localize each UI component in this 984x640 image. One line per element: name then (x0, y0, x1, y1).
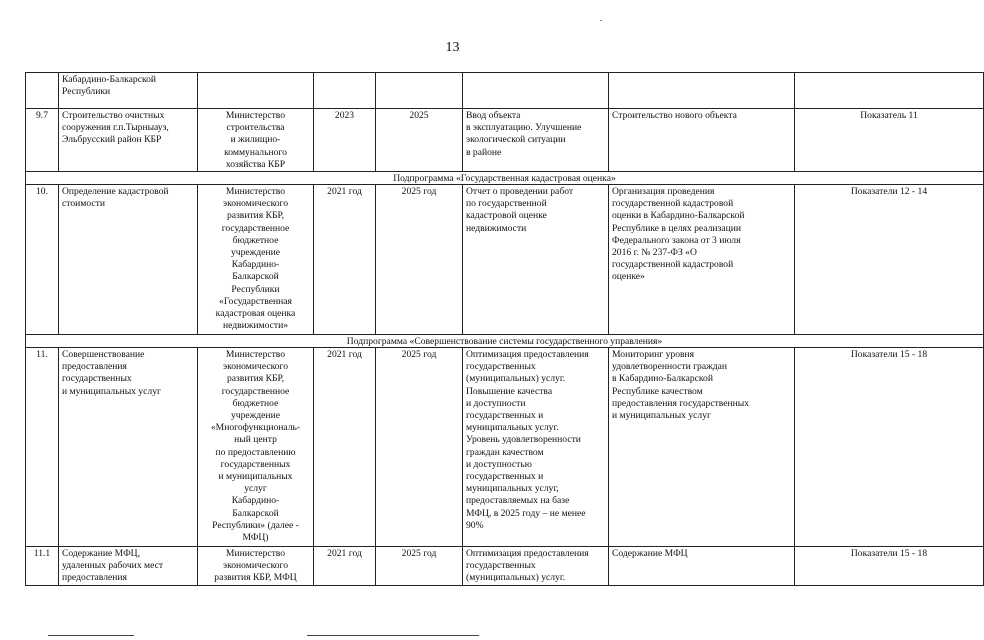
end-year (376, 73, 463, 109)
expected-result (463, 73, 609, 109)
link-description: Строительство нового объекта (609, 109, 795, 172)
table-row (26, 73, 984, 109)
link-description: Мониторинг уровня удовлетворенности граждан в Кабардино-Балкарской Республике качеством предоставления государственных и муниципальных услуг (609, 348, 795, 547)
start-year: 2023 (314, 109, 376, 172)
executor: Министерство строительства и жилищно- коммунального хозяйства КБР (198, 109, 314, 172)
subprogram-row (26, 172, 984, 185)
executor: Министерство экономического развития КБР, государственное бюджетное учреждение Кабардино- Балкарской Республики «Государственная кадастровая оценка недвижимости» (198, 185, 314, 335)
program-table (25, 72, 984, 586)
link-description (609, 73, 795, 109)
expected-result: Ввод объекта в эксплуатацию. Улучшение экологической ситуации в районе (463, 109, 609, 172)
end-year: 2025 год (376, 348, 463, 547)
table-row (26, 185, 984, 335)
table-row (26, 547, 984, 586)
row-number: 10. (26, 185, 59, 335)
start-year: 2021 год (314, 348, 376, 547)
table-row (26, 109, 984, 172)
row-number: 11.1 (26, 547, 59, 586)
event-name: Строительство очистных сооружения г.п.Тырныауз, Эльбрусский район КБР (59, 109, 198, 172)
indicator: Показатели 12 - 14 (795, 185, 984, 335)
link-description: Содержание МФЦ (609, 547, 795, 586)
end-year: 2025 год (376, 185, 463, 335)
page-number: 13 (445, 40, 460, 55)
row-number: 9.7 (26, 109, 59, 172)
end-year: 2025 год (376, 547, 463, 586)
subprogram-title: Подпрограмма «Государственная кадастровая оценка» (26, 172, 984, 185)
executor: Министерство экономического развития КБР, МФЦ (198, 547, 314, 586)
expected-result: Оптимизация предоставления государственных (муниципальных) услуг. Повышение качества и доступности государственных и муниципальных услуг. Уровень удовлетворенности граждан качеством и доступностью государственных и муниципальных услуг, предоставляемых на базе МФЦ, в 2025 году – не менее 90% (463, 348, 609, 547)
event-name: Кабардино-Балкарской Республики (59, 73, 198, 109)
row-number: 11. (26, 348, 59, 547)
expected-result: Оптимизация предоставления государственных (муниципальных) услуг. (463, 547, 609, 586)
start-year (314, 73, 376, 109)
subprogram-row (26, 335, 984, 348)
table-row (26, 348, 984, 547)
indicator: Показатели 15 - 18 (795, 348, 984, 547)
event-name: Совершенствование предоставления государственных и муниципальных услуг (59, 348, 198, 547)
expected-result: Отчет о проведении работ по государственной кадастровой оценке недвижимости (463, 185, 609, 335)
end-year: 2025 (376, 109, 463, 172)
row-number (26, 73, 59, 109)
event-name: Содержание МФЦ, удаленных рабочих мест предоставления (59, 547, 198, 586)
executor: Министерство экономического развития КБР, государственное бюджетное учреждение «Многофункциональ- ный центр по предоставлению государственных и муниципальных услуг Кабардино- Балкарской Республики» (далее - МФЦ) (198, 348, 314, 547)
start-year: 2021 год (314, 185, 376, 335)
event-name: Определение кадастровой стоимости (59, 185, 198, 335)
indicator: Показатели 15 - 18 (795, 547, 984, 586)
indicator: Показатель 11 (795, 109, 984, 172)
footer-rule-right (307, 635, 479, 636)
scan-mark (600, 20, 602, 21)
start-year: 2021 год (314, 547, 376, 586)
link-description: Организация проведения государственной кадастровой оценки в Кабардино-Балкарской Республике в целях реализации Федерального закона от 3 июля 2016 г. № 237-ФЗ «О государственной кадастровой оценке» (609, 185, 795, 335)
footer-rule-left (48, 635, 134, 636)
indicator (795, 73, 984, 109)
subprogram-title: Подпрограмма «Совершенствование системы государственного управления» (26, 335, 984, 348)
executor (198, 73, 314, 109)
